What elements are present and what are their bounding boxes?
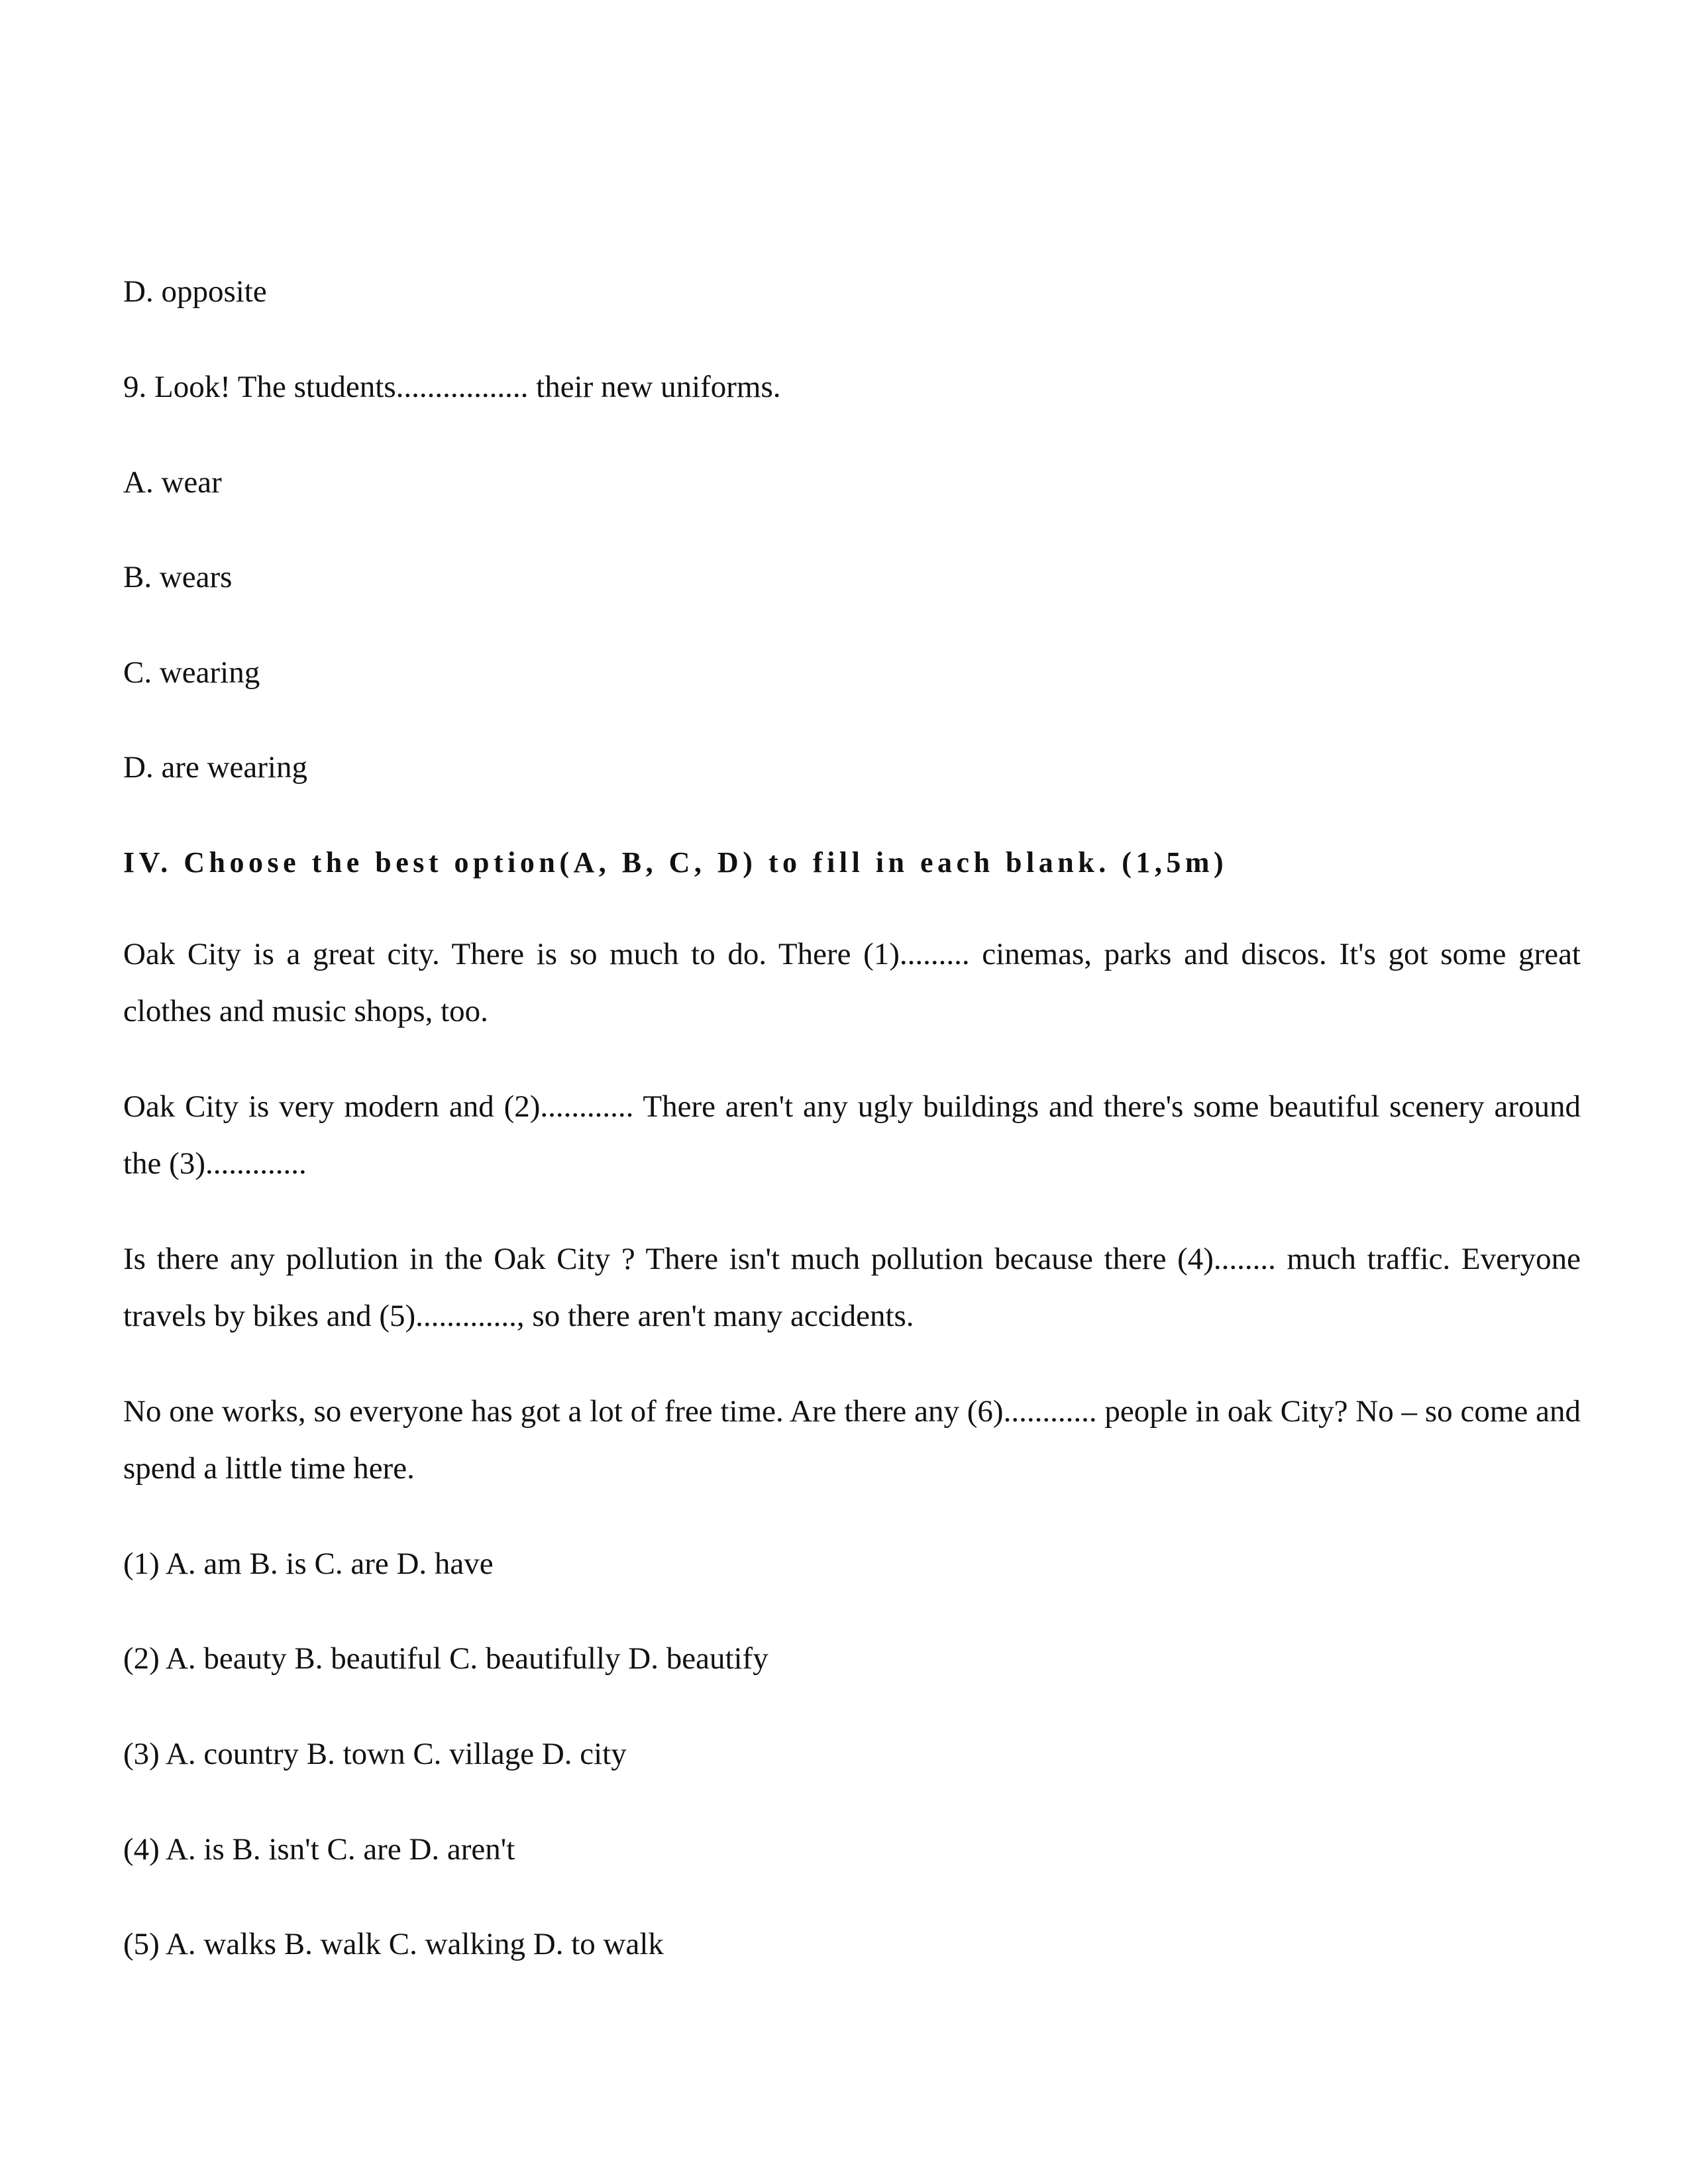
answer-line-1: (1) A. am B. is C. are D. have	[123, 1547, 494, 1581]
passage-paragraph-3: Is there any pollution in the Oak City ? There isn't much pollution because there (4)........ much traffic. Everyone travels by bikes and (5)............., so there aren't many accidents.	[123, 1242, 1581, 1333]
passage-paragraph-1: Oak City is a great city. There is so much to do. There (1)......... cinemas, parks and discos. It's got some great clothes and music shops, too.	[123, 937, 1581, 1028]
q9-option-a: A. wear	[123, 465, 222, 500]
q8-option-d: D. opposite	[123, 274, 267, 309]
answer-line-5: (5) A. walks B. walk C. walking D. to walk	[123, 1927, 664, 1961]
q9-option-b: B. wears	[123, 560, 233, 594]
answer-line-4: (4) A. is B. isn't C. are D. aren't	[123, 1832, 515, 1867]
q9-option-c: C. wearing	[123, 655, 260, 690]
q9-question: 9. Look! The students................. their new uniforms.	[123, 370, 781, 404]
q9-option-d: D. are wearing	[123, 750, 307, 785]
passage-paragraph-2: Oak City is very modern and (2)............ There aren't any ugly buildings and there's some beautiful scenery around the (3).............	[123, 1089, 1581, 1181]
answer-line-2: (2) A. beauty B. beautiful C. beautifully D. beautify	[123, 1641, 768, 1676]
section-heading: IV. Choose the best option(A, B, C, D) to fill in each blank. (1,5m)	[123, 846, 1228, 879]
answer-line-3: (3) A. country B. town C. village D. city	[123, 1737, 627, 1771]
passage-paragraph-4: No one works, so everyone has got a lot of free time. Are there any (6)............ people in oak City? No – so come and spend a little time here.	[123, 1394, 1581, 1486]
